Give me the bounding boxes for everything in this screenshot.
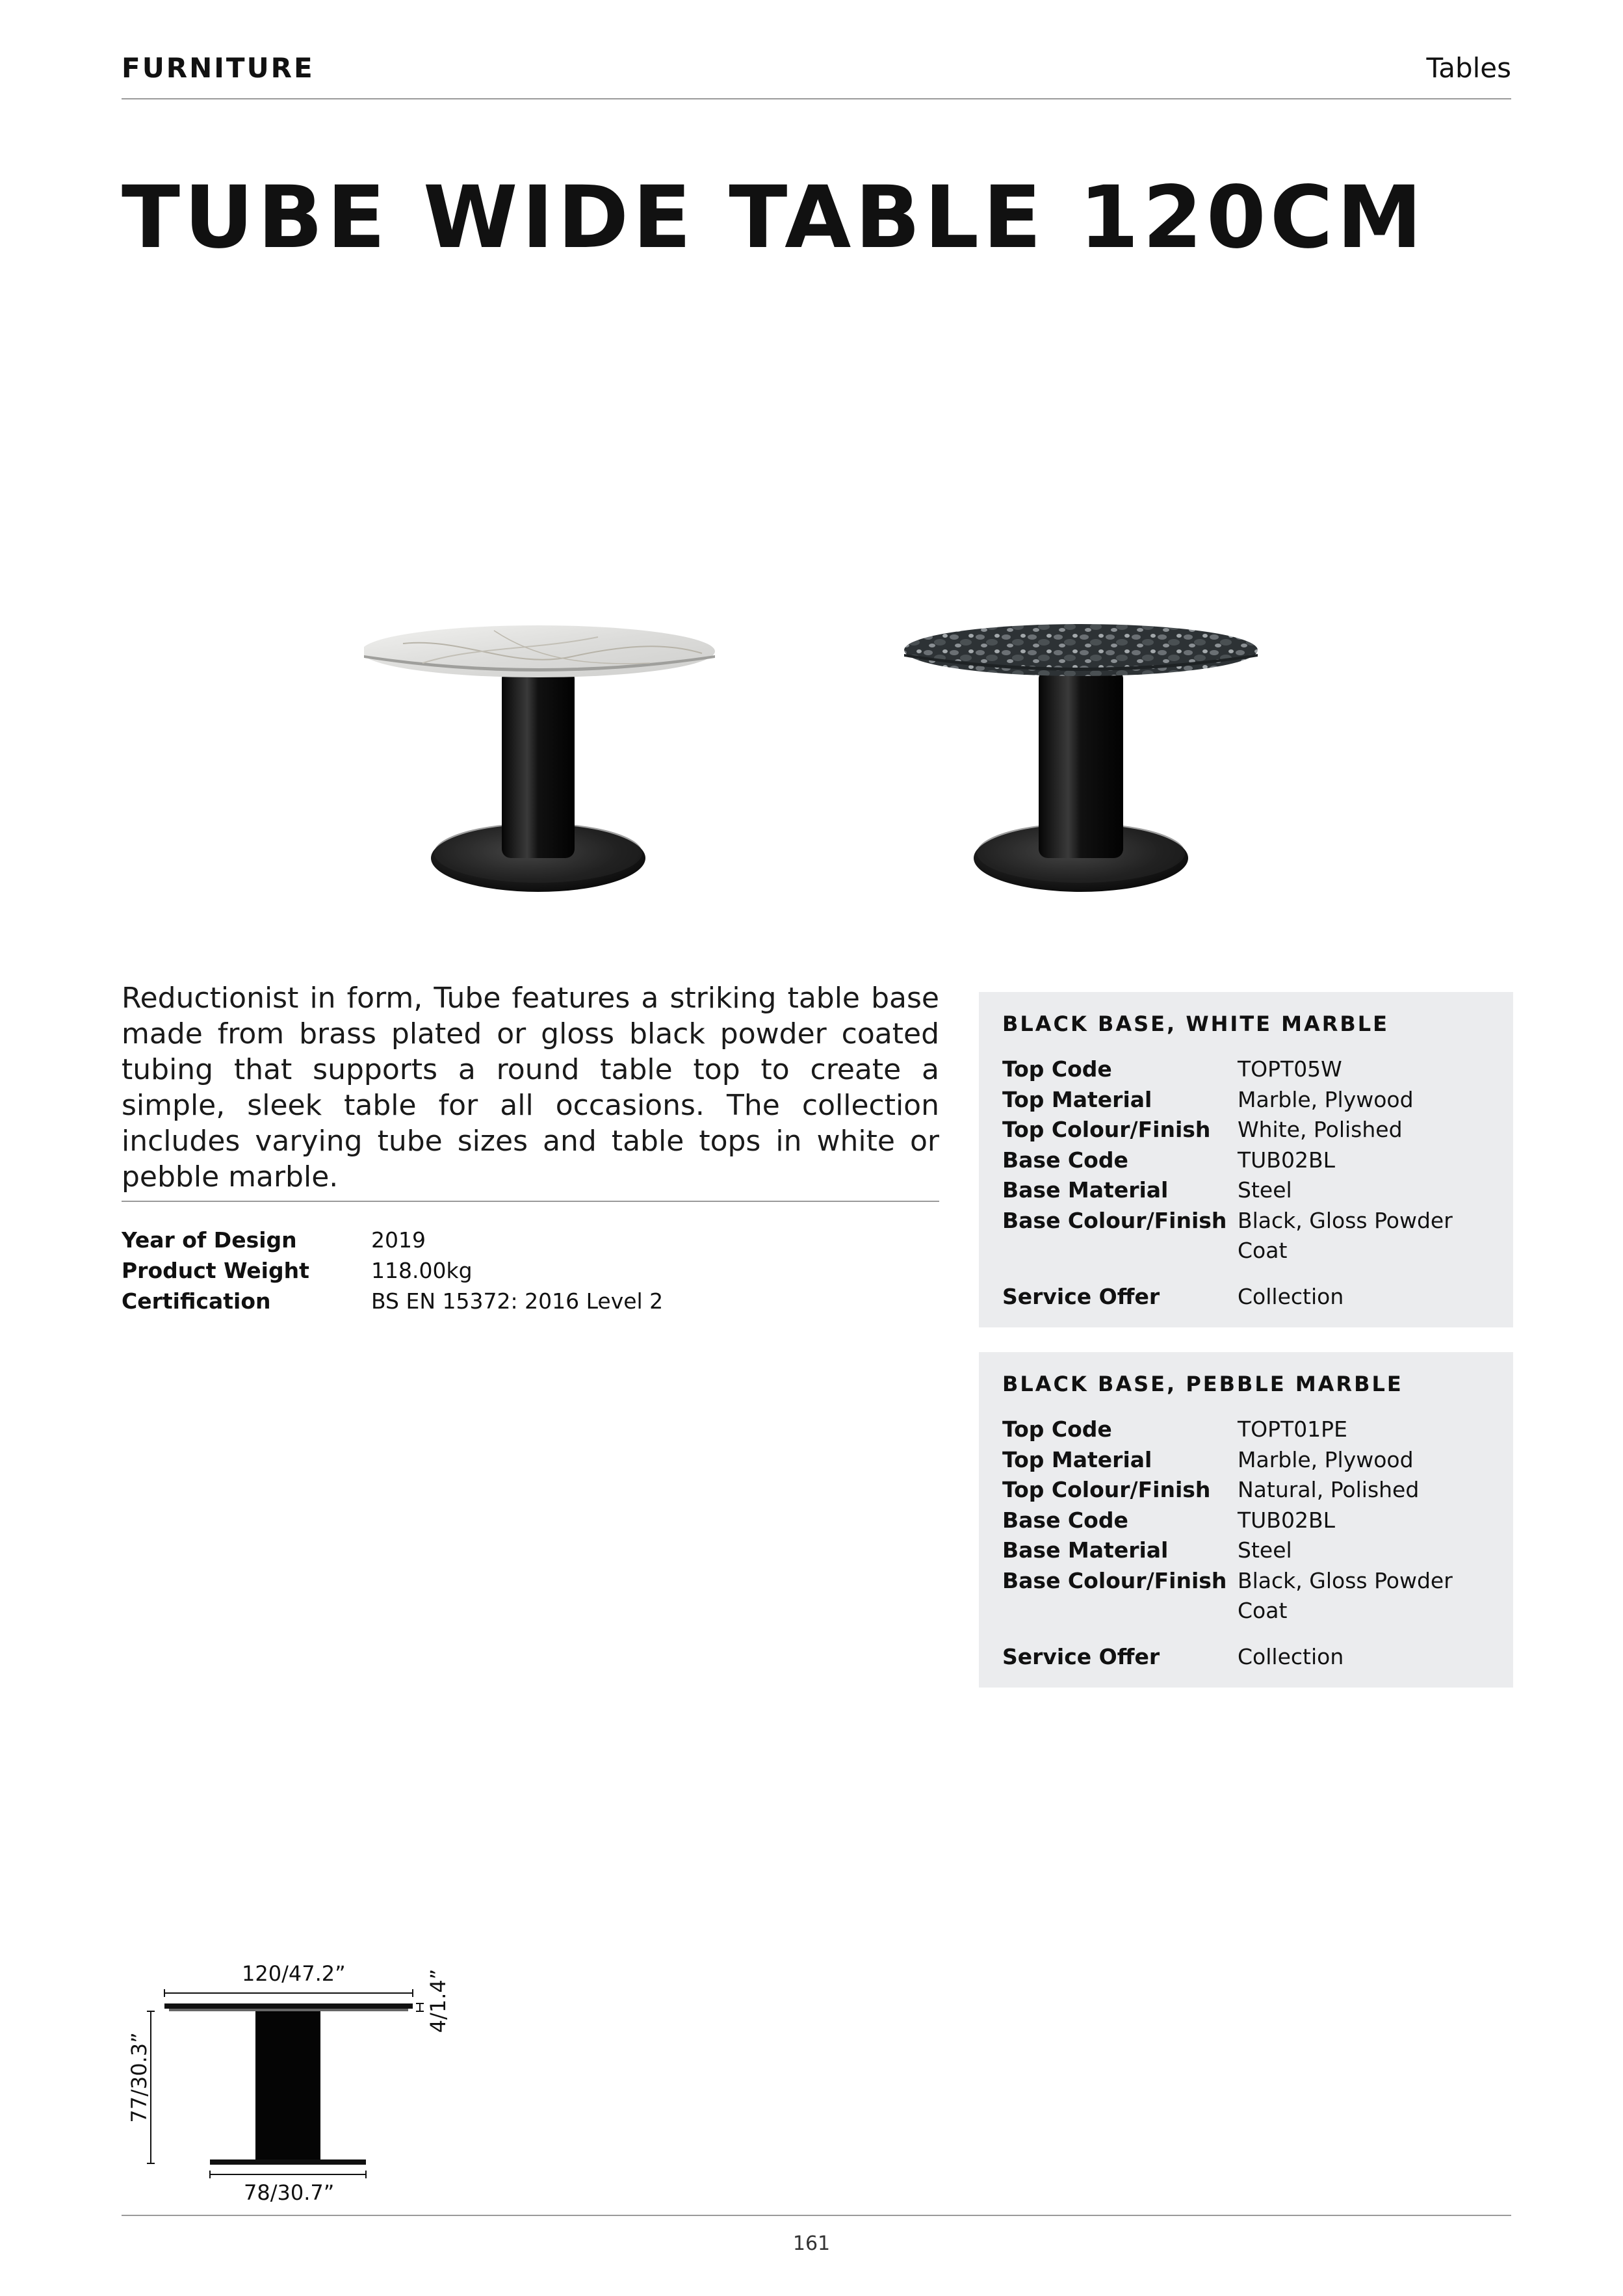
variant-panel-white-marble bbox=[979, 992, 1513, 1327]
spec-label: Base Material bbox=[1002, 1537, 1169, 1563]
spec-row bbox=[1002, 1115, 1498, 1145]
spec-value: Steel bbox=[1238, 1537, 1292, 1563]
dimension-height-label: 77/30.3” bbox=[127, 2032, 151, 2123]
spec-label: Base Code bbox=[1002, 1147, 1128, 1173]
footer-divider bbox=[122, 2215, 1511, 2216]
spec-value: Collection bbox=[1238, 1643, 1344, 1669]
spec-label: Top Code bbox=[1002, 1416, 1112, 1442]
variant-panel-pebble-marble bbox=[979, 1352, 1513, 1688]
product-description: Reductionist in form, Tube features a striking table base made from brass plated or gloss black powder coated tubing that supports a round table top to create a simple, sleek table for all occasions. The collection includes varying tube sizes and table tops in white or pebble marble. bbox=[122, 982, 939, 1194]
page-number: 161 bbox=[792, 2232, 831, 2255]
meta-row bbox=[122, 1286, 939, 1316]
spec-label: Service Offer bbox=[1002, 1643, 1160, 1669]
spec-label: Base Colour/Finish bbox=[1002, 1207, 1227, 1233]
table-top-shape bbox=[164, 2003, 413, 2009]
spec-value: Marble, Plywood bbox=[1238, 1446, 1414, 1472]
spec-row bbox=[1002, 1445, 1498, 1476]
dimension-base-label: 78/30.7” bbox=[244, 2180, 335, 2205]
page-title: TUBE WIDE TABLE 120CM bbox=[122, 168, 1426, 268]
spec-row bbox=[1002, 1506, 1498, 1536]
category-label: Tables bbox=[1426, 52, 1511, 84]
section-label: FURNITURE bbox=[122, 52, 315, 84]
spec-label: Top Material bbox=[1002, 1446, 1152, 1472]
meta-row bbox=[122, 1225, 939, 1255]
spec-row bbox=[1002, 1475, 1498, 1506]
meta-value: 118.00kg bbox=[371, 1258, 473, 1283]
spec-label: Top Code bbox=[1002, 1056, 1112, 1082]
spec-label: Top Colour/Finish bbox=[1002, 1477, 1211, 1502]
spec-value: Steel bbox=[1238, 1177, 1292, 1203]
spec-row-service bbox=[1002, 1282, 1498, 1312]
spec-label: Base Colour/Finish bbox=[1002, 1567, 1227, 1593]
product-meta bbox=[122, 1225, 939, 1316]
meta-value: BS EN 15372: 2016 Level 2 bbox=[371, 1288, 664, 1314]
variant-title: BLACK BASE, PEBBLE MARBLE bbox=[1002, 1372, 1403, 1396]
spec-row bbox=[1002, 1085, 1498, 1115]
spec-label: Service Offer bbox=[1002, 1283, 1160, 1309]
meta-label: Certification bbox=[122, 1288, 271, 1314]
spec-value: Natural, Polished bbox=[1238, 1477, 1420, 1502]
spec-row bbox=[1002, 1535, 1498, 1566]
header-divider bbox=[122, 98, 1511, 99]
spec-value: TUB02BL bbox=[1238, 1507, 1335, 1533]
meta-label: Product Weight bbox=[122, 1258, 309, 1283]
spec-label: Base Material bbox=[1002, 1177, 1169, 1203]
spec-value: Black, Gloss Powder Coat bbox=[1238, 1567, 1453, 1623]
spec-row bbox=[1002, 1415, 1498, 1445]
variant-spec-table bbox=[1002, 1054, 1498, 1312]
table-base-shape bbox=[210, 2159, 366, 2165]
pebble-marble-table-image bbox=[897, 618, 1267, 897]
spec-value: TUB02BL bbox=[1238, 1147, 1335, 1173]
variant-title: BLACK BASE, WHITE MARBLE bbox=[1002, 1011, 1390, 1036]
spec-value: TOPT01PE bbox=[1238, 1416, 1347, 1442]
description-divider bbox=[122, 1201, 939, 1202]
meta-row bbox=[122, 1255, 939, 1286]
spec-value: Collection bbox=[1238, 1283, 1344, 1309]
spec-row bbox=[1002, 1054, 1498, 1085]
variant-spec-table bbox=[1002, 1415, 1498, 1672]
dimension-width-label: 120/47.2” bbox=[242, 1961, 346, 1986]
spec-row-service bbox=[1002, 1642, 1498, 1673]
spec-value: Marble, Plywood bbox=[1238, 1086, 1414, 1112]
spec-row bbox=[1002, 1175, 1498, 1206]
spec-label: Top Colour/Finish bbox=[1002, 1117, 1211, 1142]
spec-value: Black, Gloss Powder Coat bbox=[1238, 1207, 1453, 1263]
spec-value: White, Polished bbox=[1238, 1117, 1403, 1142]
meta-value: 2019 bbox=[371, 1227, 426, 1253]
spec-row bbox=[1002, 1206, 1498, 1266]
spec-row bbox=[1002, 1566, 1498, 1626]
spec-label: Base Code bbox=[1002, 1507, 1128, 1533]
white-marble-table-image bbox=[364, 618, 734, 897]
table-column-shape bbox=[255, 2011, 320, 2162]
spec-row bbox=[1002, 1145, 1498, 1176]
dimension-thickness-label: 4/1.4” bbox=[426, 1968, 450, 2033]
spec-label: Top Material bbox=[1002, 1086, 1152, 1112]
meta-label: Year of Design bbox=[122, 1227, 297, 1253]
spec-value: TOPT05W bbox=[1238, 1056, 1342, 1082]
